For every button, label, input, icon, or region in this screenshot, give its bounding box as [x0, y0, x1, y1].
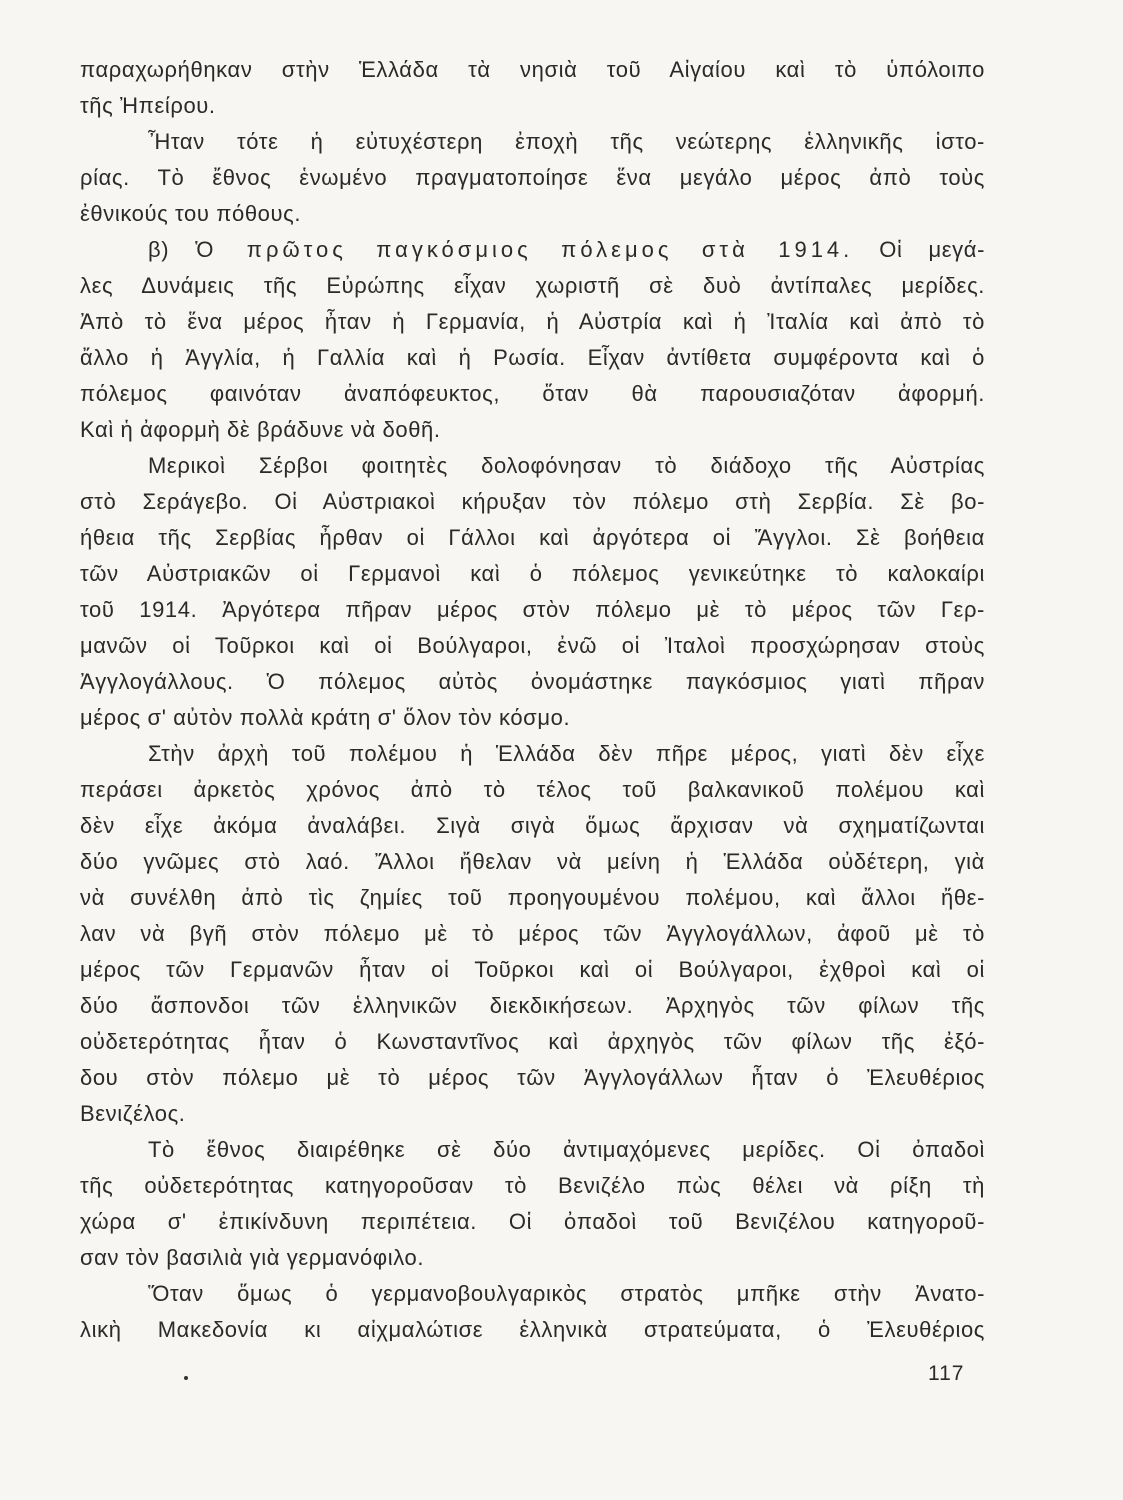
- section-heading-line: [80, 232, 985, 268]
- text-line: Καὶ ἡ ἀφορμὴ δὲ βράδυνε νὰ δοθῆ.: [80, 417, 441, 442]
- text-line: στὸ Σεράγεβο. Οἱ Αὐστριακοὶ κήρυξαν τὸν πόλεμο στὴ Σερβία. Σὲ βο-: [80, 489, 985, 514]
- text-line: τοῦ 1914. Ἀργότερα πῆραν μέρος στὸν πόλεμο μὲ τὸ μέρος τῶν Γερ-: [80, 597, 985, 622]
- text-line: χώρα σ' ἐπικίνδυνη περιπέτεια. Οἱ ὀπαδοὶ τοῦ Βενιζέλου κατηγοροῦ-: [80, 1209, 985, 1234]
- text-line: τῆς οὐδετερότητας κατηγοροῦσαν τὸ Βενιζέλο πὼς θέλει νὰ ρίξη τὴ: [80, 1173, 985, 1198]
- section-heading: Ὁ πρῶτος παγκόσμιος πόλεμος στὰ 1914.: [195, 237, 854, 262]
- text-fragment: Οἱ μεγά-: [879, 237, 985, 262]
- text-line: Ἀγγλογάλλους. Ὁ πόλεμος αὐτὸς ὀνομάστηκε παγκόσμιος γιατὶ πῆραν: [80, 669, 985, 694]
- text-line: πόλεμος φαινόταν ἀναπόφευκτος, ὅταν θὰ παρουσιαζόταν ἀφορμή.: [80, 381, 985, 406]
- text-line: παραχωρήθηκαν στὴν Ἑλλάδα τὰ νησιὰ τοῦ Αἰγαίου καὶ τὸ ὑπόλοιπο: [80, 57, 985, 82]
- body-text: [80, 52, 985, 1348]
- text-line: νὰ συνέλθη ἀπὸ τὶς ζημίες τοῦ προηγουμένου πολέμου, καὶ ἄλλοι ἤθε-: [80, 885, 985, 910]
- text-line: δὲν εἶχε ἀκόμα ἀναλάβει. Σιγὰ σιγὰ ὅμως ἄρχισαν νὰ σχηματίζωνται: [80, 813, 985, 838]
- text-line: μανῶν οἱ Τοῦρκοι καὶ οἱ Βούλγαροι, ἐνῶ οἱ Ἰταλοὶ προσχώρησαν στοὺς: [80, 633, 985, 658]
- text-line: δου στὸν πόλεμο μὲ τὸ μέρος τῶν Ἀγγλογάλλων ἦταν ὁ Ἐλευθέριος: [80, 1065, 985, 1090]
- text-line: περάσει ἀρκετὸς χρόνος ἀπὸ τὸ τέλος τοῦ βαλκανικοῦ πολέμου καὶ: [80, 777, 985, 802]
- text-line: δύο ἄσπονδοι τῶν ἑλληνικῶν διεκδικήσεων. Ἀρχηγὸς τῶν φίλων τῆς: [80, 993, 985, 1018]
- text-line: ἐθνικούς του πόθους.: [80, 201, 302, 226]
- text-line: λαν νὰ βγῆ στὸν πόλεμο μὲ τὸ μέρος τῶν Ἀγγλογάλλων, ἀφοῦ μὲ τὸ: [80, 921, 985, 946]
- section-marker: β): [148, 237, 170, 262]
- text-line: ρίας. Τὸ ἔθνος ἑνωμένο πραγματοποίησε ἕνα μεγάλο μέρος ἀπὸ τοὺς: [80, 165, 985, 190]
- text-line: Μερικοὶ Σέρβοι φοιτητὲς δολοφόνησαν τὸ διάδοχο τῆς Αὐστρίας: [148, 453, 985, 478]
- text-line: σαν τὸν βασιλιὰ γιὰ γερμανόφιλο.: [80, 1245, 425, 1270]
- text-line: οὐδετερότητας ἦταν ὁ Κωνσταντῖνος καὶ ἀρχηγὸς τῶν φίλων τῆς ἐξό-: [80, 1029, 985, 1054]
- text-line: τῶν Αὐστριακῶν οἱ Γερμανοὶ καὶ ὁ πόλεμος γενικεύτηκε τὸ καλοκαίρι: [80, 561, 985, 586]
- print-speck: [184, 1376, 188, 1380]
- text-line: ήθεια τῆς Σερβίας ἦρθαν οἱ Γάλλοι καὶ ἀργότερα οἱ Ἄγγλοι. Σὲ βοήθεια: [80, 525, 985, 550]
- text-line: Στὴν ἀρχὴ τοῦ πολέμου ἡ Ἑλλάδα δὲν πῆρε μέρος, γιατὶ δὲν εἶχε: [148, 741, 985, 766]
- text-line: λες Δυνάμεις τῆς Εὐρώπης εἶχαν χωριστῆ σὲ δυὸ ἀντίπαλες μερίδες.: [80, 273, 985, 298]
- text-line: δύο γνῶμες στὸ λαό. Ἄλλοι ἤθελαν νὰ μείνη ἡ Ἑλλάδα οὐδέτερη, γιὰ: [80, 849, 985, 874]
- text-line: Βενιζέλος.: [80, 1101, 186, 1126]
- text-line: Ἦταν τότε ἡ εὐτυχέστερη ἐποχὴ τῆς νεώτερης ἑλληνικῆς ἱστο-: [148, 129, 985, 154]
- text-line: λικὴ Μακεδονία κι αἰχμαλώτισε ἑλληνικὰ στρατεύματα, ὁ Ἐλευθέριος: [80, 1317, 985, 1342]
- page-number: 117: [928, 1362, 965, 1385]
- text-line: ἄλλο ἡ Ἀγγλία, ἡ Γαλλία καὶ ἡ Ρωσία. Εἶχαν ἀντίθετα συμφέροντα καὶ ὁ: [80, 345, 985, 370]
- text-line: Ἀπὸ τὸ ἕνα μέρος ἦταν ἡ Γερμανία, ἡ Αὐστρία καὶ ἡ Ἰταλία καὶ ἀπὸ τὸ: [80, 309, 985, 334]
- text-line: Τὸ ἔθνος διαιρέθηκε σὲ δύο ἀντιμαχόμενες μερίδες. Οἱ ὀπαδοὶ: [148, 1137, 985, 1162]
- text-line: μέρος σ' αὐτὸν πολλὰ κράτη σ' ὅλον τὸν κόσμο.: [80, 705, 571, 730]
- text-line: μέρος τῶν Γερμανῶν ἦταν οἱ Τοῦρκοι καὶ οἱ Βούλγαροι, ἐχθροὶ καὶ οἱ: [80, 957, 985, 982]
- text-line: τῆς Ἠπείρου.: [80, 93, 216, 118]
- text-line: Ὅταν ὅμως ὁ γερμανοβουλγαρικὸς στρατὸς μπῆκε στὴν Ἀνατο-: [148, 1281, 985, 1306]
